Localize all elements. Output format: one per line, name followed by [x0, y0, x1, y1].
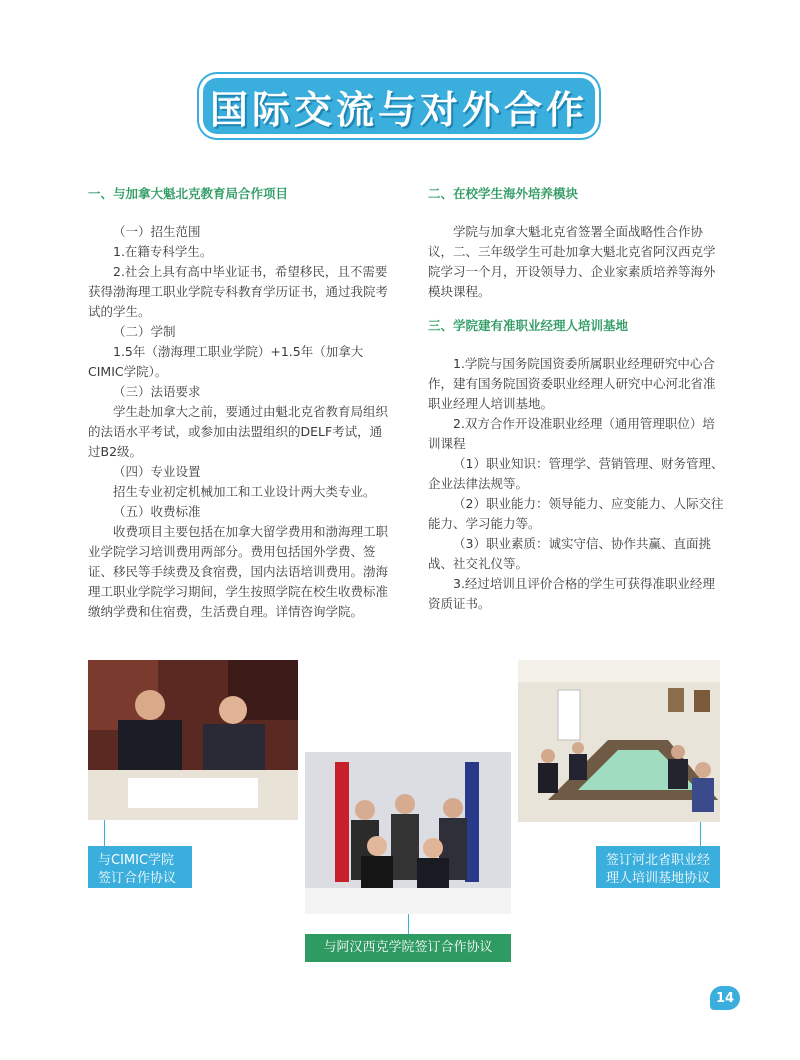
- subheading-duration: （二）学制: [113, 324, 176, 339]
- paragraph: 3.经过培训且评价合格的学生可获得准职业经理资质证书。: [428, 576, 715, 611]
- page-number: 14: [710, 986, 740, 1010]
- caption-cimic: 与CIMIC学院签订合作协议: [88, 846, 192, 888]
- section-3-heading: 三、学院建有准职业经理人培训基地: [428, 318, 629, 333]
- list-item: （1）职业知识：管理学、营销管理、财务管理、企业法律法规等。: [428, 456, 724, 491]
- caption-hebei-base: 签订河北省职业经理人培训基地协议: [596, 846, 720, 888]
- subheading-enrollment: （一）招生范围: [113, 224, 201, 239]
- subheading-french: （三）法语要求: [113, 384, 201, 399]
- photo-cimic-signing: [88, 660, 298, 820]
- caption-connector: [700, 822, 701, 846]
- caption-connector: [408, 914, 409, 934]
- paragraph: 2.社会上具有高中毕业证书，希望移民，且不需要获得渤海理工职业学院专科教育学历证书，通过我院考试的学生。: [88, 264, 389, 319]
- subheading-majors: （四）专业设置: [113, 464, 201, 479]
- photo-ahuntsic-signing: [305, 752, 511, 914]
- section-1-heading: 一、与加拿大魁北克教育局合作项目: [88, 186, 289, 201]
- photo-meeting-room: [518, 660, 720, 822]
- caption-connector: [104, 820, 105, 846]
- list-item: （2）职业能力：领导能力、应变能力、人际交往能力、学习能力等。: [428, 496, 724, 531]
- caption-ahuntsic: 与阿汉西克学院签订合作协议: [305, 934, 511, 962]
- right-column: [428, 184, 724, 614]
- paragraph: 招生专业初定机械加工和工业设计两大类专业。: [113, 484, 376, 499]
- left-column: [88, 184, 390, 622]
- paragraph: 1.5年（渤海理工职业学院）+1.5年（加拿大CIMIC学院）。: [88, 344, 364, 379]
- paragraph: 学生赴加拿大之前，要通过由魁北克省教育局组织的法语水平考试，或参加由法盟组织的DELF考试，通过B2级。: [88, 404, 389, 459]
- title-banner: [203, 78, 595, 134]
- paragraph: 1.在籍专科学生。: [113, 244, 213, 259]
- section-2-heading: 二、在校学生海外培养模块: [428, 186, 579, 201]
- list-item: （3）职业素质：诚实守信、协作共赢、直面挑战、社交礼仪等。: [428, 536, 711, 571]
- paragraph: 2.双方合作开设准职业经理（通用管理职位）培训课程: [428, 416, 715, 451]
- paragraph: 收费项目主要包括在加拿大留学费用和渤海理工职业学院学习培训费用两部分。费用包括国外学费、签证、移民等手续费及食宿费，国内法语培训费用。渤海理工职业学院学习期间，学生按照学院在校生收费标准缴纳学费和住宿费，生活费自理。详情咨询学院。: [88, 524, 389, 619]
- page-title: 国际交流与对外合作: [209, 87, 588, 132]
- paragraph: 学院与加拿大魁北克省签署全面战略性合作协议，二、三年级学生可赴加拿大魁北克省阿汉西克学院学习一个月，开设领导力、企业家素质培养等海外模块课程。: [428, 224, 716, 299]
- subheading-fees: （五）收费标准: [113, 504, 201, 519]
- paragraph: 1.学院与国务院国资委所属职业经理研究中心合作，建有国务院国资委职业经理人研究中心河北省准职业经理人培训基地。: [428, 356, 716, 411]
